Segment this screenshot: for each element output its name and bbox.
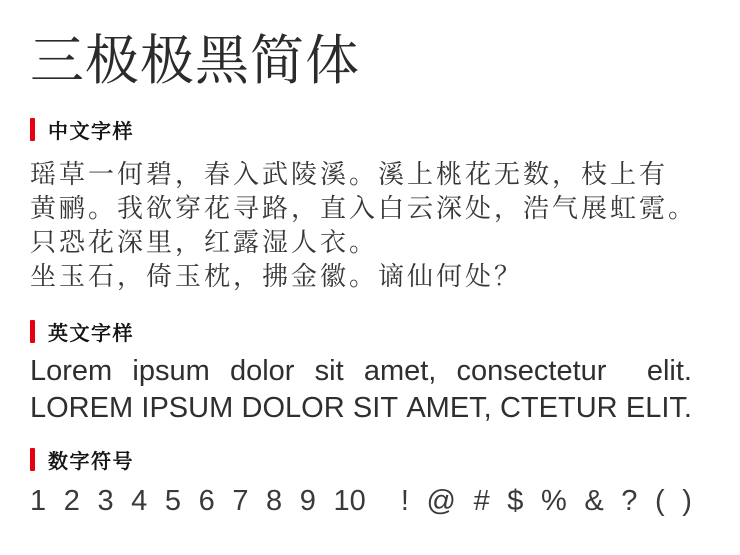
justified-token: & (584, 485, 604, 517)
justified-token: LOREM (30, 392, 134, 424)
justified-token: 8 (266, 485, 283, 517)
red-bar-icon (30, 448, 35, 471)
justified-token: 6 (198, 485, 215, 517)
justified-token: ? (621, 485, 638, 517)
justified-token: IPSUM (141, 392, 234, 424)
justified-token: 10 (333, 485, 366, 517)
numbers-symbols-line (30, 484, 692, 518)
justified-token: Lorem (30, 355, 113, 387)
justified-token: CTETUR (499, 392, 618, 424)
justified-token: 4 (131, 485, 148, 517)
justified-token: 9 (299, 485, 316, 517)
justified-token: elit. (646, 355, 692, 387)
english-sample-line-uppercase (30, 390, 692, 427)
justified-token: sit (314, 355, 344, 387)
justified-token: AMET, (406, 392, 492, 424)
justified-token: DOLOR (241, 392, 345, 424)
justified-token: % (541, 485, 567, 517)
section-chinese-sample (30, 117, 698, 293)
chinese-sample-line: 只恐花深里，红露湿人衣。 (30, 227, 379, 257)
chinese-sample-line: 坐玉石，倚玉枕，拂金徽。谪仙何处？ (30, 261, 524, 291)
section-heading-english: 英文字样 (48, 322, 134, 345)
page-title: 三极极黑简体 (30, 31, 360, 91)
section-english-sample (30, 319, 692, 427)
justified-token: 2 (63, 485, 80, 517)
section-numbers-symbols (30, 447, 692, 518)
english-sample-text (30, 353, 692, 427)
justified-token: dolor (229, 355, 295, 387)
justified-token: 5 (164, 485, 182, 517)
justified-token: # (473, 485, 490, 517)
justified-token: $ (507, 485, 524, 517)
justified-token: 3 (97, 485, 114, 517)
section-heading-chinese: 中文字样 (48, 120, 134, 143)
section-heading-row-numbers (30, 447, 692, 471)
red-bar-icon (30, 118, 35, 141)
justified-token: ( (655, 485, 665, 517)
justified-token: ipsum (132, 355, 210, 387)
justified-token: amet, (363, 355, 437, 387)
section-heading-row-chinese (30, 117, 692, 141)
justified-token: ) (682, 485, 692, 517)
section-heading-row-english (30, 319, 692, 343)
justified-token: SIT (352, 392, 399, 424)
chinese-sample-line: 瑶草一何碧，春入武陵溪。溪上桃花无数，枝上有 (30, 159, 669, 189)
chinese-sample-text (30, 157, 698, 293)
chinese-sample-line: 黄鹂。我欲穿花寻路，直入白云深处，浩气展虹霓。 (30, 193, 698, 223)
red-bar-icon (30, 320, 35, 343)
section-heading-numbers: 数字符号 (48, 450, 134, 473)
justified-token: @ (426, 485, 456, 517)
justified-token: ! (400, 485, 409, 517)
justified-token: 7 (232, 485, 249, 517)
justified-token: consectetur (456, 355, 607, 387)
justified-token: 1 (30, 485, 47, 517)
justified-token: ELIT. (625, 392, 692, 424)
english-sample-line-lowercase (30, 353, 692, 390)
